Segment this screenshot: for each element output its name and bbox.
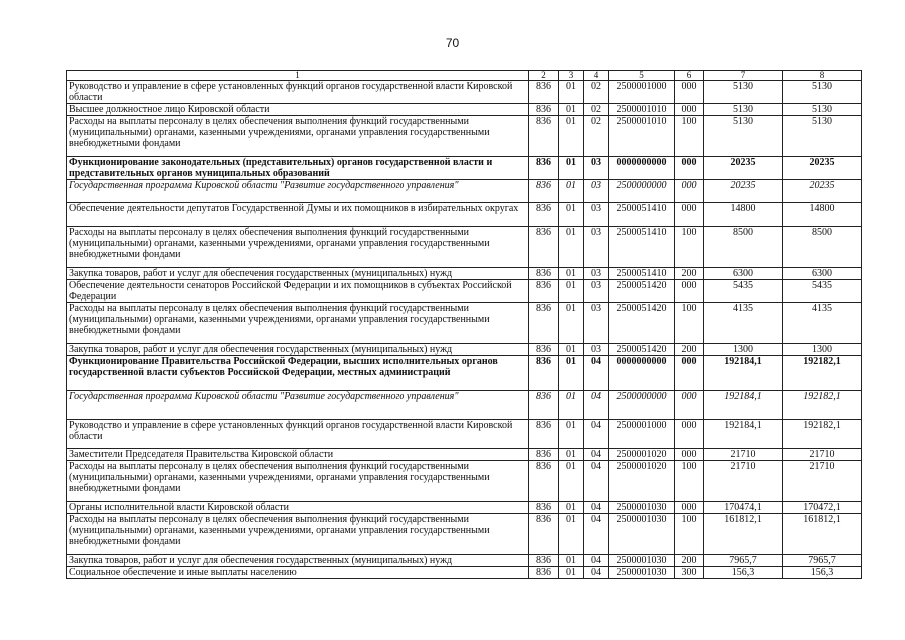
row-name-cell: Закупка товаров, работ и услуг для обеспечения государственных (муниципальных) нужд	[67, 555, 529, 567]
admin-code-cell: 836	[529, 514, 559, 555]
amount-year-2-cell: 5130	[783, 116, 862, 157]
admin-code-cell: 836	[529, 502, 559, 514]
target-article-cell: 0000000000	[609, 157, 675, 180]
amount-year-1-cell: 5130	[704, 81, 783, 104]
amount-year-2-cell: 1300	[783, 344, 862, 356]
table-row	[67, 180, 862, 203]
row-name-cell: Функционирование законодательных (представительных) органов государственной власти и представительных органов муниципальных образований	[67, 157, 529, 180]
admin-code-cell: 836	[529, 344, 559, 356]
table-row	[67, 555, 862, 567]
section-cell: 01	[559, 81, 584, 104]
amount-year-1-cell: 6300	[704, 268, 783, 280]
amount-year-2-cell: 192182,1	[783, 356, 862, 391]
row-name-cell: Государственная программа Кировской области "Развитие государственного управления"	[67, 391, 529, 420]
amount-year-1-cell: 7965,7	[704, 555, 783, 567]
admin-code-cell: 836	[529, 157, 559, 180]
row-name-cell: Обеспечение деятельности сенаторов Российской Федерации и их помощников в субъектах Российской Федерации	[67, 280, 529, 303]
section-cell: 01	[559, 104, 584, 116]
amount-year-1-cell: 192184,1	[704, 391, 783, 420]
section-cell: 01	[559, 461, 584, 502]
subsection-cell: 04	[584, 461, 609, 502]
header-cell: 2	[529, 71, 559, 81]
subsection-cell: 04	[584, 420, 609, 449]
admin-code-cell: 836	[529, 391, 559, 420]
header-cell: 8	[783, 71, 862, 81]
subsection-cell: 04	[584, 567, 609, 579]
amount-year-2-cell: 20235	[783, 180, 862, 203]
admin-code-cell: 836	[529, 567, 559, 579]
header-cell: 3	[559, 71, 584, 81]
amount-year-1-cell: 21710	[704, 449, 783, 461]
row-name-cell: Функционирование Правительства Российской Федерации, высших исполнительных органов государственной власти субъектов Российской Федерации, местных администраций	[67, 356, 529, 391]
section-cell: 01	[559, 268, 584, 280]
admin-code-cell: 836	[529, 461, 559, 502]
amount-year-2-cell: 14800	[783, 203, 862, 227]
target-article-cell: 2500001010	[609, 104, 675, 116]
admin-code-cell: 836	[529, 227, 559, 268]
amount-year-1-cell: 192184,1	[704, 356, 783, 391]
section-cell: 01	[559, 280, 584, 303]
admin-code-cell: 836	[529, 555, 559, 567]
amount-year-2-cell: 6300	[783, 268, 862, 280]
admin-code-cell: 836	[529, 268, 559, 280]
amount-year-1-cell: 8500	[704, 227, 783, 268]
header-cell: 5	[609, 71, 675, 81]
target-article-cell: 2500001030	[609, 555, 675, 567]
table-row	[67, 461, 862, 502]
section-cell: 01	[559, 116, 584, 157]
amount-year-1-cell: 170474,1	[704, 502, 783, 514]
target-article-cell: 2500051410	[609, 203, 675, 227]
expense-type-cell: 100	[675, 116, 704, 157]
row-name-cell: Расходы на выплаты персоналу в целях обеспечения выполнения функций государственными (муниципальными) органами, казенными учреждениями, органами управления государственными внебюджетными фондами	[67, 227, 529, 268]
target-article-cell: 2500051410	[609, 268, 675, 280]
section-cell: 01	[559, 555, 584, 567]
table-row	[67, 420, 862, 449]
amount-year-2-cell: 161812,1	[783, 514, 862, 555]
expense-type-cell: 300	[675, 567, 704, 579]
section-cell: 01	[559, 391, 584, 420]
amount-year-2-cell: 170472,1	[783, 502, 862, 514]
row-name-cell: Органы исполнительной власти Кировской области	[67, 502, 529, 514]
admin-code-cell: 836	[529, 449, 559, 461]
row-name-cell: Закупка товаров, работ и услуг для обеспечения государственных (муниципальных) нужд	[67, 344, 529, 356]
header-cell: 1	[67, 71, 529, 81]
table-row	[67, 104, 862, 116]
target-article-cell: 2500001010	[609, 116, 675, 157]
amount-year-1-cell: 20235	[704, 157, 783, 180]
target-article-cell: 2500001000	[609, 420, 675, 449]
amount-year-2-cell: 156,3	[783, 567, 862, 579]
subsection-cell: 03	[584, 227, 609, 268]
target-article-cell: 2500051420	[609, 280, 675, 303]
admin-code-cell: 836	[529, 116, 559, 157]
table-row	[67, 268, 862, 280]
table-header-row	[67, 71, 862, 81]
table-row	[67, 502, 862, 514]
amount-year-2-cell: 20235	[783, 157, 862, 180]
subsection-cell: 03	[584, 344, 609, 356]
subsection-cell: 04	[584, 555, 609, 567]
target-article-cell: 2500051420	[609, 303, 675, 344]
expense-type-cell: 000	[675, 157, 704, 180]
admin-code-cell: 836	[529, 180, 559, 203]
row-name-cell: Расходы на выплаты персоналу в целях обеспечения выполнения функций государственными (муниципальными) органами, казенными учреждениями, органами управления государственными внебюджетными фондами	[67, 116, 529, 157]
admin-code-cell: 836	[529, 280, 559, 303]
expense-type-cell: 100	[675, 303, 704, 344]
row-name-cell: Руководство и управление в сфере установленных функций органов государственной власти Кировской области	[67, 81, 529, 104]
table-row	[67, 514, 862, 555]
subsection-cell: 04	[584, 514, 609, 555]
target-article-cell: 2500051410	[609, 227, 675, 268]
expense-type-cell: 000	[675, 356, 704, 391]
expense-type-cell: 200	[675, 555, 704, 567]
amount-year-1-cell: 4135	[704, 303, 783, 344]
expense-type-cell: 000	[675, 449, 704, 461]
expense-type-cell: 100	[675, 461, 704, 502]
target-article-cell: 2500051420	[609, 344, 675, 356]
admin-code-cell: 836	[529, 203, 559, 227]
amount-year-1-cell: 156,3	[704, 567, 783, 579]
section-cell: 01	[559, 157, 584, 180]
header-cell: 4	[584, 71, 609, 81]
amount-year-2-cell: 5130	[783, 104, 862, 116]
section-cell: 01	[559, 567, 584, 579]
admin-code-cell: 836	[529, 420, 559, 449]
subsection-cell: 04	[584, 449, 609, 461]
subsection-cell: 04	[584, 502, 609, 514]
table-row	[67, 227, 862, 268]
section-cell: 01	[559, 203, 584, 227]
amount-year-1-cell: 5130	[704, 116, 783, 157]
target-article-cell: 0000000000	[609, 356, 675, 391]
subsection-cell: 03	[584, 180, 609, 203]
row-name-cell: Заместители Председателя Правительства Кировской области	[67, 449, 529, 461]
subsection-cell: 03	[584, 303, 609, 344]
amount-year-2-cell: 5435	[783, 280, 862, 303]
section-cell: 01	[559, 449, 584, 461]
expense-type-cell: 200	[675, 268, 704, 280]
amount-year-1-cell: 161812,1	[704, 514, 783, 555]
table-row	[67, 157, 862, 180]
table-row	[67, 116, 862, 157]
subsection-cell: 02	[584, 116, 609, 157]
subsection-cell: 03	[584, 203, 609, 227]
header-cell: 6	[675, 71, 704, 81]
amount-year-2-cell: 8500	[783, 227, 862, 268]
section-cell: 01	[559, 180, 584, 203]
table-row	[67, 280, 862, 303]
amount-year-1-cell: 1300	[704, 344, 783, 356]
expense-type-cell: 100	[675, 514, 704, 555]
expense-type-cell: 000	[675, 502, 704, 514]
expense-type-cell: 200	[675, 344, 704, 356]
target-article-cell: 2500001020	[609, 449, 675, 461]
row-name-cell: Расходы на выплаты персоналу в целях обеспечения выполнения функций государственными (муниципальными) органами, казенными учреждениями, органами управления государственными внебюджетными фондами	[67, 514, 529, 555]
target-article-cell: 2500001030	[609, 502, 675, 514]
header-cell: 7	[704, 71, 783, 81]
amount-year-2-cell: 4135	[783, 303, 862, 344]
section-cell: 01	[559, 420, 584, 449]
admin-code-cell: 836	[529, 81, 559, 104]
admin-code-cell: 836	[529, 356, 559, 391]
target-article-cell: 2500001030	[609, 567, 675, 579]
amount-year-2-cell: 192182,1	[783, 391, 862, 420]
subsection-cell: 02	[584, 104, 609, 116]
row-name-cell: Расходы на выплаты персоналу в целях обеспечения выполнения функций государственными (муниципальными) органами, казенными учреждениями, органами управления государственными внебюджетными фондами	[67, 461, 529, 502]
section-cell: 01	[559, 502, 584, 514]
amount-year-1-cell: 5435	[704, 280, 783, 303]
subsection-cell: 04	[584, 356, 609, 391]
row-name-cell: Обеспечение деятельности депутатов Государственной Думы и их помощников в избирательных округах	[67, 203, 529, 227]
table-row	[67, 449, 862, 461]
table-row	[67, 391, 862, 420]
section-cell: 01	[559, 303, 584, 344]
page-number: 70	[445, 36, 460, 50]
section-cell: 01	[559, 356, 584, 391]
target-article-cell: 2500000000	[609, 180, 675, 203]
table-row	[67, 344, 862, 356]
admin-code-cell: 836	[529, 104, 559, 116]
target-article-cell: 2500001030	[609, 514, 675, 555]
expense-type-cell: 000	[675, 81, 704, 104]
table-row	[67, 356, 862, 391]
section-cell: 01	[559, 514, 584, 555]
amount-year-1-cell: 14800	[704, 203, 783, 227]
amount-year-2-cell: 7965,7	[783, 555, 862, 567]
expense-type-cell: 000	[675, 280, 704, 303]
row-name-cell: Социальное обеспечение и иные выплаты населению	[67, 567, 529, 579]
subsection-cell: 03	[584, 157, 609, 180]
amount-year-1-cell: 20235	[704, 180, 783, 203]
amount-year-1-cell: 5130	[704, 104, 783, 116]
target-article-cell: 2500001000	[609, 81, 675, 104]
amount-year-1-cell: 192184,1	[704, 420, 783, 449]
expense-type-cell: 000	[675, 203, 704, 227]
table-row	[67, 567, 862, 579]
expense-type-cell: 000	[675, 420, 704, 449]
section-cell: 01	[559, 344, 584, 356]
target-article-cell: 2500001020	[609, 461, 675, 502]
row-name-cell: Руководство и управление в сфере установленных функций органов государственной власти Кировской области	[67, 420, 529, 449]
amount-year-2-cell: 21710	[783, 449, 862, 461]
subsection-cell: 03	[584, 280, 609, 303]
expense-type-cell: 000	[675, 180, 704, 203]
budget-table	[66, 70, 862, 579]
target-article-cell: 2500000000	[609, 391, 675, 420]
amount-year-1-cell: 21710	[704, 461, 783, 502]
row-name-cell: Высшее должностное лицо Кировской области	[67, 104, 529, 116]
table-row	[67, 81, 862, 104]
section-cell: 01	[559, 227, 584, 268]
subsection-cell: 03	[584, 268, 609, 280]
row-name-cell: Расходы на выплаты персоналу в целях обеспечения выполнения функций государственными (муниципальными) органами, казенными учреждениями, органами управления государственными внебюджетными фондами	[67, 303, 529, 344]
expense-type-cell: 100	[675, 227, 704, 268]
admin-code-cell: 836	[529, 303, 559, 344]
row-name-cell: Государственная программа Кировской области "Развитие государственного управления"	[67, 180, 529, 203]
subsection-cell: 02	[584, 81, 609, 104]
amount-year-2-cell: 192182,1	[783, 420, 862, 449]
expense-type-cell: 000	[675, 391, 704, 420]
expense-type-cell: 000	[675, 104, 704, 116]
table-row	[67, 303, 862, 344]
amount-year-2-cell: 5130	[783, 81, 862, 104]
amount-year-2-cell: 21710	[783, 461, 862, 502]
subsection-cell: 04	[584, 391, 609, 420]
table-row	[67, 203, 862, 227]
row-name-cell: Закупка товаров, работ и услуг для обеспечения государственных (муниципальных) нужд	[67, 268, 529, 280]
